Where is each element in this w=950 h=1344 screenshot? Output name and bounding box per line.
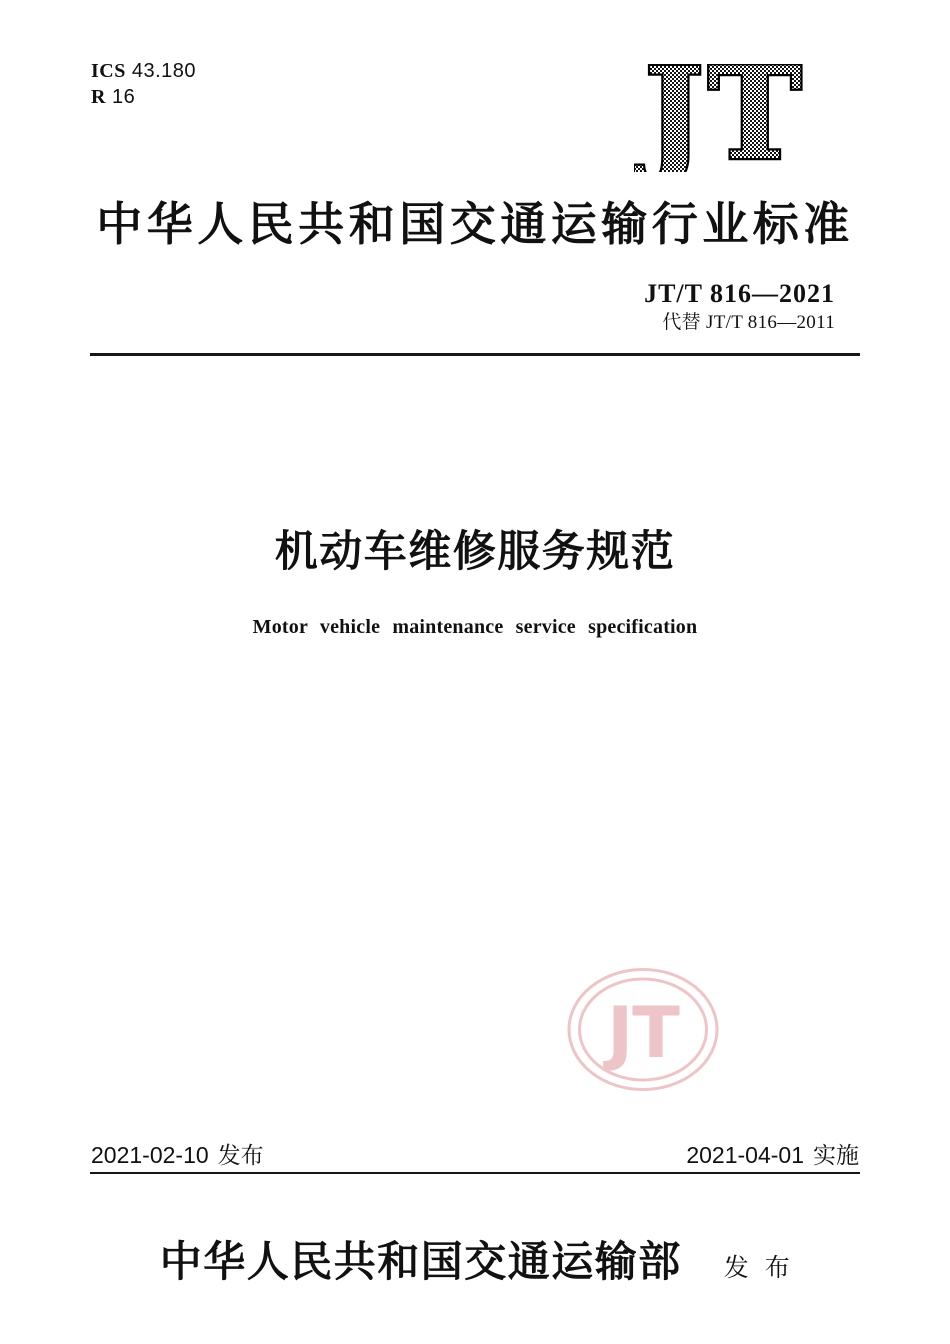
ics-classification-block [91, 58, 196, 110]
document-title-chinese: 机动车维修服务规范 [274, 528, 676, 576]
jt-logo-text: JT [644, 64, 806, 172]
issue-date: 2021-02-10 [91, 1142, 209, 1168]
standard-number-block [644, 280, 835, 335]
implementation-date: 2021-04-01 [686, 1142, 804, 1168]
jt-seal-graphic [563, 965, 723, 1095]
doc-class-label: R [91, 86, 106, 108]
jt-logo-graphic [634, 64, 816, 172]
issue-date-block [91, 1141, 264, 1169]
issue-date-label: 发布 [217, 1142, 264, 1168]
ics-code: 43.180 [131, 60, 197, 82]
replaces-note: 代替 JT/T 816—2011 [662, 312, 835, 333]
ics-label: ICS [91, 60, 126, 82]
implementation-date-label: 实施 [813, 1142, 859, 1168]
publish-label: 发 布 [723, 1254, 791, 1282]
doc-class-code: 16 [111, 86, 136, 108]
ics-line [91, 58, 196, 84]
publisher-name: 中华人民共和国交通运输部 [159, 1240, 682, 1286]
doc-class-line [91, 84, 196, 110]
header-rule [90, 353, 860, 356]
publisher-row [0, 1237, 950, 1289]
jt-seal-watermark [563, 965, 723, 1100]
seal-text: JT [607, 992, 679, 1074]
jt-halftone-logo [634, 64, 816, 177]
implementation-date-block [686, 1141, 859, 1169]
document-title-english: Motor vehicle maintenance service specification [252, 616, 698, 638]
standard-number: JT/T 816—2021 [644, 279, 835, 308]
dates-row [91, 1141, 859, 1169]
standard-category-heading: 中华人民共和国交通运输行业标准 [96, 199, 854, 250]
footer-rule [90, 1172, 860, 1174]
